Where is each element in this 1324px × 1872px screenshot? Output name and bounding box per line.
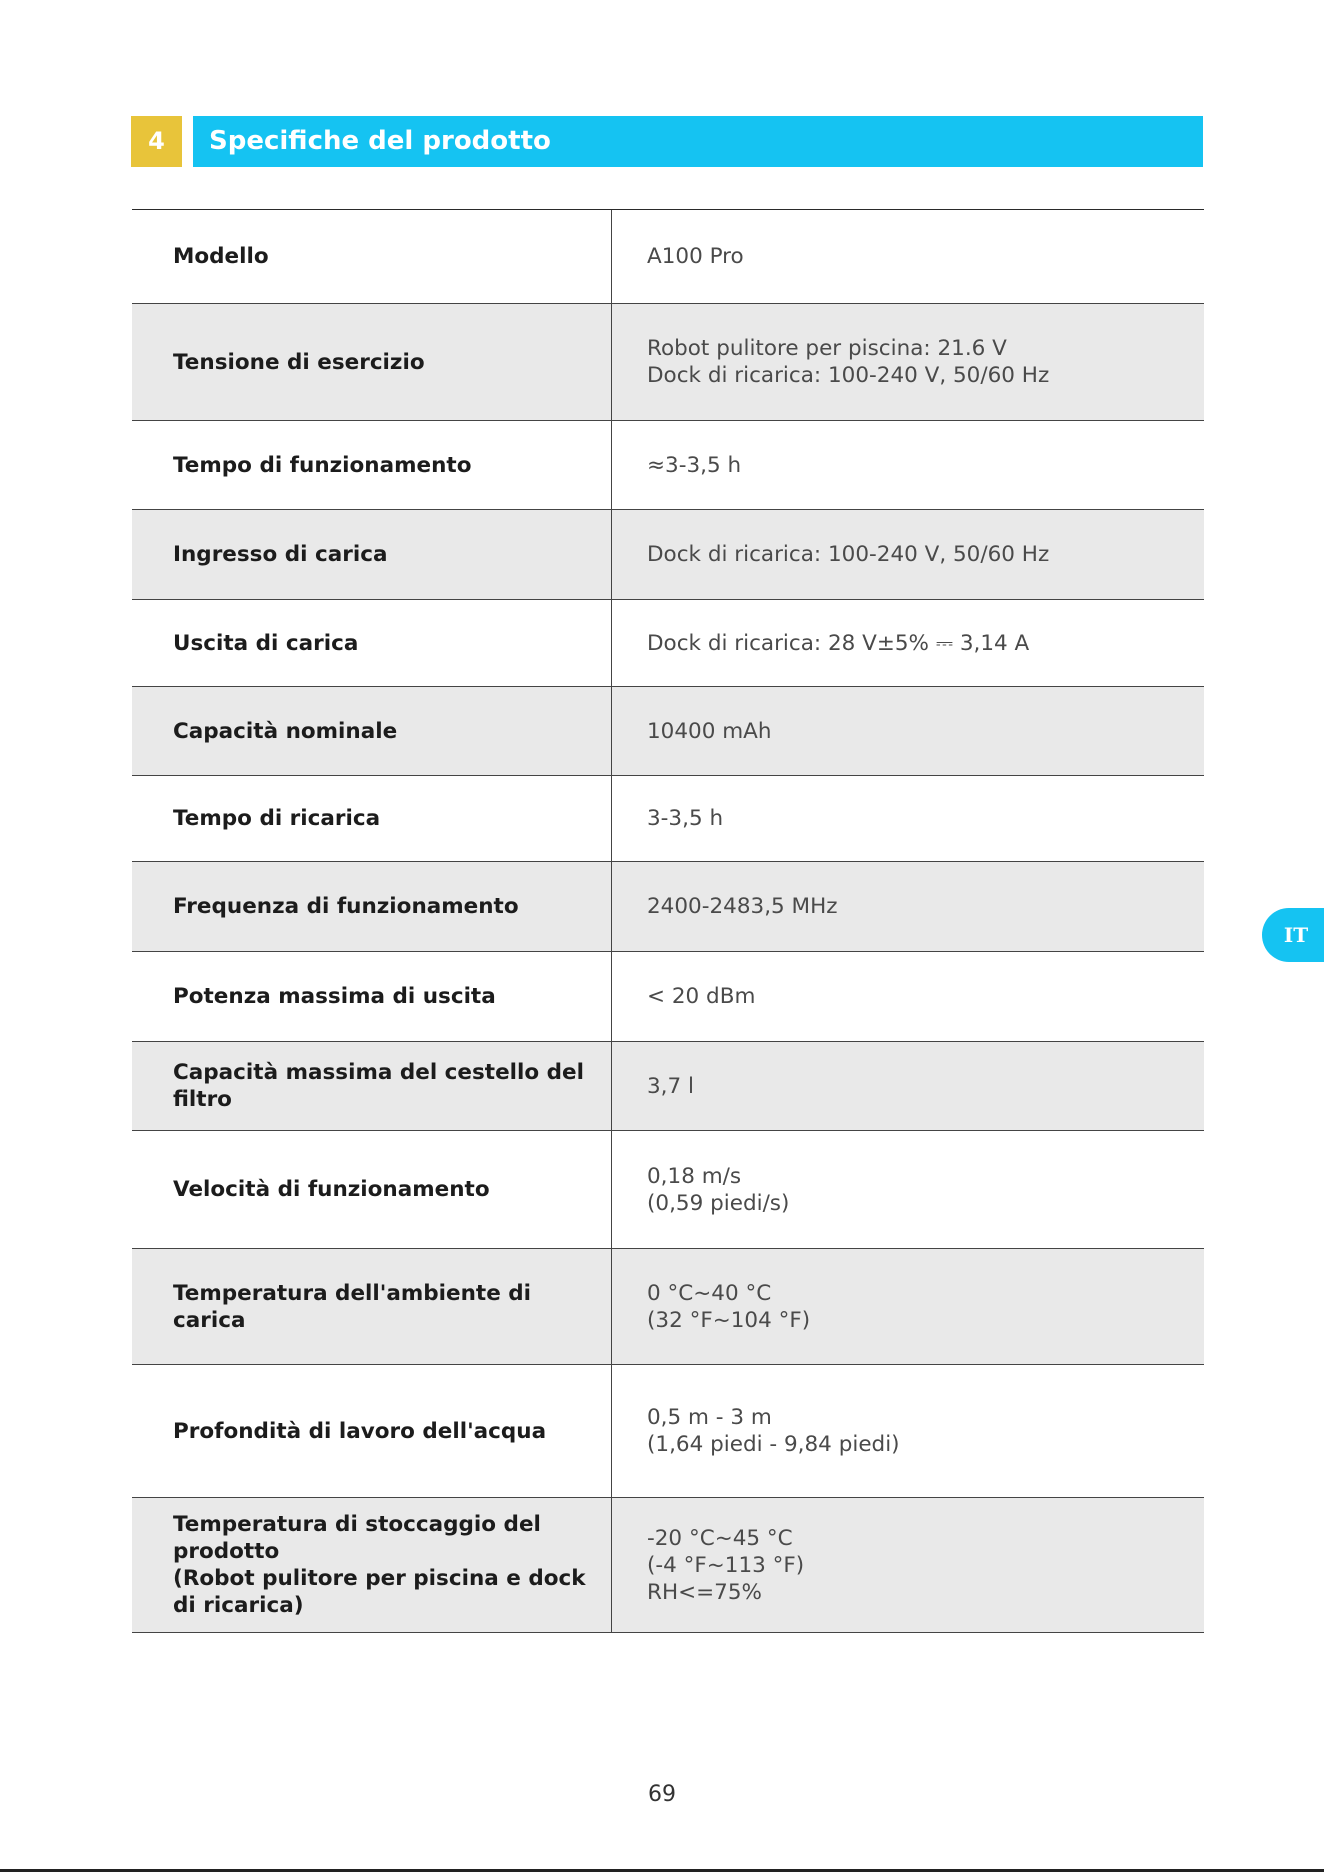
spec-label: Capacità massima del cestello del filtro <box>132 1042 612 1130</box>
spec-value: A100 Pro <box>647 244 744 269</box>
spec-row-operating-frequency <box>132 862 1204 952</box>
spec-value: 10400 mAh <box>647 718 772 744</box>
spec-label: Temperatura di stoccaggio del prodotto (Robot pulitore per piscina e dock di ricarica) <box>132 1498 612 1632</box>
spec-label: Velocità di funzionamento <box>132 1131 612 1248</box>
spec-value: 0 °C~40 °C (32 °F~104 °F) <box>647 1280 811 1333</box>
spec-table <box>132 209 1204 1633</box>
spec-label: Profondità di lavoro dell'acqua <box>132 1365 612 1497</box>
spec-value: 2400-2483,5 MHz <box>647 894 838 919</box>
spec-row-charging-time <box>132 776 1204 862</box>
language-tab[interactable]: IT <box>1262 908 1324 962</box>
section-number: 4 <box>131 116 182 167</box>
spec-row-operating-speed <box>132 1131 1204 1249</box>
spec-value: ≈3-3,5 h <box>647 452 742 478</box>
spec-row-charging-input <box>132 510 1204 600</box>
spec-label: Tempo di funzionamento <box>132 421 612 509</box>
spec-value: 0,5 m - 3 m (1,64 piedi - 9,84 piedi) <box>647 1405 900 1457</box>
section-title: Specifiche del prodotto <box>193 116 1203 167</box>
spec-value: Dock di ricarica: 28 V±5% ⎓ 3,14 A <box>647 630 1030 656</box>
spec-value: 3,7 l <box>647 1073 694 1099</box>
spec-row-water-depth <box>132 1365 1204 1498</box>
spec-value: Robot pulitore per piscina: 21.6 V Dock di ricarica: 100-240 V, 50/60 Hz <box>647 336 1050 388</box>
spec-row-storage-temperature <box>132 1498 1204 1633</box>
spec-label: Uscita di carica <box>132 600 612 686</box>
spec-row-operating-voltage <box>132 304 1204 421</box>
spec-label: Modello <box>132 210 612 303</box>
spec-row-charging-output <box>132 600 1204 687</box>
spec-value: 3-3,5 h <box>647 806 724 831</box>
spec-value: 0,18 m/s (0,59 piedi/s) <box>647 1163 790 1216</box>
page-number: 69 <box>648 1782 676 1807</box>
section-header <box>131 116 1203 167</box>
spec-label: Tensione di esercizio <box>132 304 612 420</box>
spec-label: Tempo di ricarica <box>132 776 612 861</box>
spec-value: -20 °C~45 °C (-4 °F~113 °F) RH<=75% <box>647 1525 805 1605</box>
spec-row-rated-capacity <box>132 687 1204 776</box>
spec-row-model <box>132 210 1204 304</box>
spec-row-max-output-power <box>132 952 1204 1042</box>
spec-value: < 20 dBm <box>647 984 756 1009</box>
spec-label: Potenza massima di uscita <box>132 952 612 1041</box>
spec-row-charging-temperature <box>132 1249 1204 1365</box>
spec-value: Dock di ricarica: 100-240 V, 50/60 Hz <box>647 542 1050 567</box>
spec-row-filter-basket-capacity <box>132 1042 1204 1131</box>
spec-row-operating-time <box>132 421 1204 510</box>
spec-label: Frequenza di funzionamento <box>132 862 612 951</box>
spec-label: Ingresso di carica <box>132 510 612 599</box>
spec-label: Capacità nominale <box>132 687 612 775</box>
spec-label: Temperatura dell'ambiente di carica <box>132 1249 612 1364</box>
